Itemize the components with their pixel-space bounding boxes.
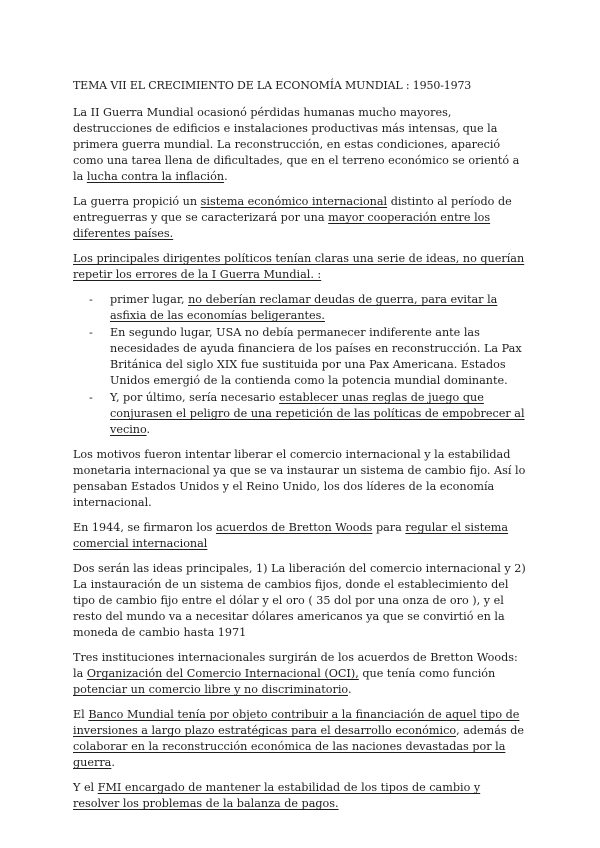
list-item-1-a: primer lugar,: [110, 293, 189, 306]
list-item: [73, 292, 528, 324]
document-page: [73, 78, 528, 821]
paragraph-main-ideas: Dos serán las ideas principales, 1) La liberación del comercio internacional y 2) La instauración de un sistema de cambios fijos, donde el establecimiento del tipo de cambio fijo entre el dólar y el oro ( 35 dol por una onza de oro ), y el resto del mundo va a necesitar dólares americanos ya que se convirtió en la moneda de cambio hasta 1971: [73, 562, 526, 639]
underlined-oci: Organización del Comercio Internacional (OCI),: [86, 667, 359, 680]
underlined-world-bank: Banco Mundial tenía por objeto contribuir a la financiación de aquel tipo de inversiones a largo plazo estratégicas para el desarrollo económico: [73, 708, 520, 737]
paragraph-intro-text: La II Guerra Mundial ocasionó pérdidas humanas mucho mayores, destrucciones de edificios e instalaciones productivas más intensas, que la primera guerra mundial. La reconstrucción, en estas condiciones, apareció como una tarea llena de dificultades, que en el terreno económico se orientó a la: [73, 106, 520, 183]
underlined-cooperation: mayor cooperación entre los diferentes países.: [73, 211, 491, 240]
paragraph-institutions: [73, 650, 528, 698]
paragraph-imf-a: Y el: [73, 781, 98, 794]
underlined-reconstruction: colaborar en la reconstrucción económica de las naciones devastadas por la guerra: [73, 740, 506, 769]
paragraph-wb-a: El: [73, 708, 89, 721]
paragraph-inst-end: .: [347, 683, 352, 696]
underlined-inflation: lucha contra la inflación: [86, 170, 225, 183]
paragraph-leaders: [73, 251, 528, 283]
paragraph-bw-a: En 1944, se firmaron los: [73, 521, 216, 534]
underlined-free-trade: potenciar un comercio libre y no discriminatorio: [73, 683, 348, 696]
list-item: [73, 325, 528, 389]
list-item-2-text: En segundo lugar, USA no debía permanecer indiferente ante las necesidades de ayuda financiera de los países en reconstrucción. La Pax Británica del siglo XIX fue sustituida por una Pax Americana. Estados Unidos emergió de la contienda como la potencia mundial dominante.: [110, 326, 522, 387]
paragraph-motives: Los motivos fueron intentar liberar el comercio internacional y la estabilidad monetaria internacional ya que se va instaurar un sistema de cambio fijo. Así lo pensaban Estados Unidos y el Reino Unido, los dos líderes de la economía internacional.: [73, 448, 526, 509]
paragraph-bw-b: para: [372, 521, 406, 534]
underlined-bretton-woods: acuerdos de Bretton Woods: [215, 521, 373, 534]
paragraph-intro-end: .: [224, 170, 228, 183]
paragraph-world-bank: [73, 707, 528, 771]
underlined-war-debts: no deberían reclamar deudas de guerra, para evitar la asfixia de las economías beligerantes.: [110, 293, 498, 322]
ideas-list: [73, 292, 528, 438]
document-title: TEMA VII EL CRECIMIENTO DE LA ECONOMÍA MUNDIAL : 1950-1973: [73, 79, 472, 92]
paragraph-wb-b: , además de: [456, 724, 525, 737]
paragraph-system-a: La guerra propició un: [73, 195, 201, 208]
list-item: [73, 390, 528, 438]
underlined-economic-system: sistema económico internacional: [200, 195, 388, 208]
paragraph-system-b: distinto al período de entreguerras y que se caracterizará por una: [73, 195, 512, 224]
underlined-leaders: Los principales dirigentes políticos tenían claras una serie de ideas, no querían repetir los errores de la I Guerra Mundial. :: [73, 252, 525, 281]
paragraph-system: [73, 194, 528, 242]
list-item-3-end: .: [146, 423, 151, 436]
underlined-imf: FMI encargado de mantener la estabilidad de los tipos de cambio y resolver los problemas de la balanza de pagos.: [73, 781, 481, 810]
underlined-regulate-trade: regular el sistema comercial internacional: [73, 521, 509, 550]
paragraph-bretton-woods: [73, 520, 528, 552]
underlined-game-rules: establecer unas reglas de juego que conjurasen el peligro de una repetición de las políticas de empobrecer al vecino: [110, 391, 525, 436]
paragraph-wb-end: .: [111, 756, 115, 769]
paragraph-intro: [73, 105, 528, 185]
paragraph-inst-b: que tenía como función: [358, 667, 496, 680]
paragraph-imf: [73, 780, 528, 812]
list-item-3-a: Y, por último, sería necesario: [110, 391, 280, 404]
paragraph-inst-a: Tres instituciones internacionales surgirán de los acuerdos de Bretton Woods: la: [73, 651, 518, 680]
